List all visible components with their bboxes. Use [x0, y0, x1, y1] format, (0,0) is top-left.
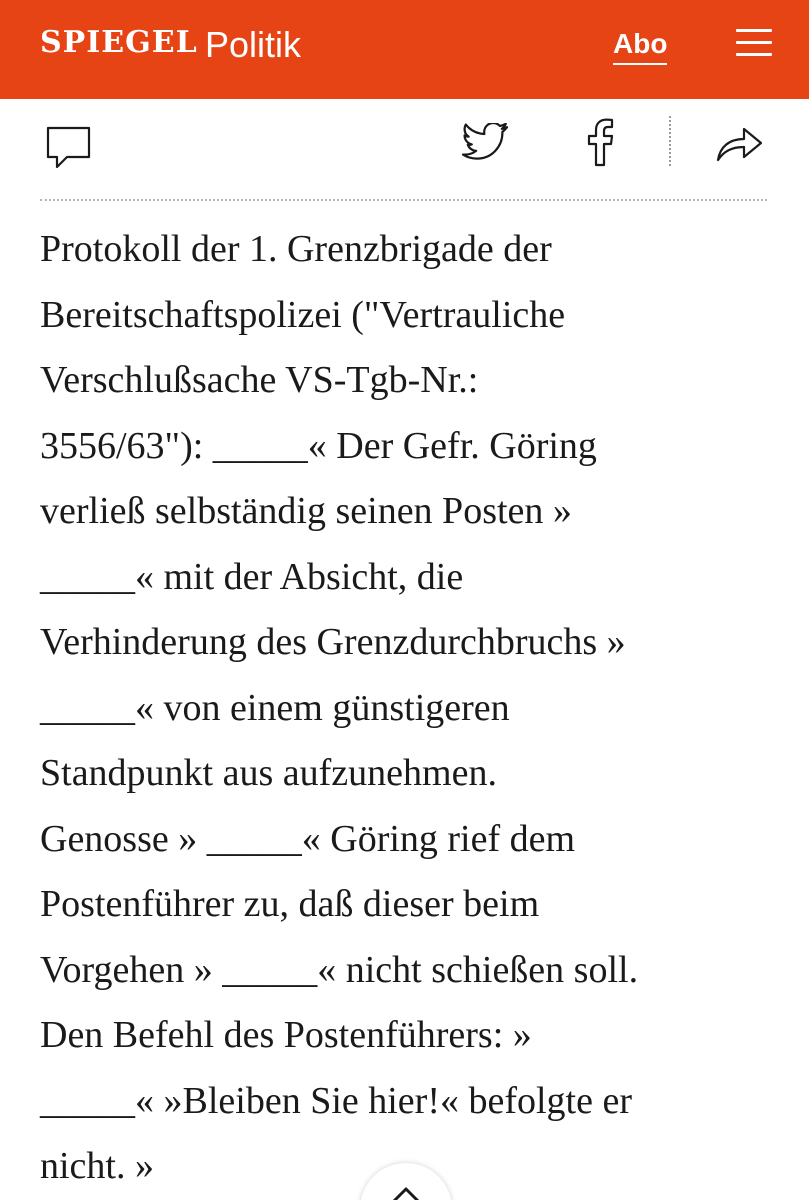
spiegel-logo[interactable]: SPIEGEL [40, 25, 198, 60]
section-title[interactable]: Politik [205, 24, 302, 65]
article-paragraph: Protokoll der 1. Grenzbrigade der Bereitschaftspolizei ("Vertrauliche Verschlußsache VS-Tgb-Nr.: 3556/63"): _____« Der Gefr. Göring verließ selbständig seinen Posten » _____« mit der Absicht, die Verhinderung des Grenzdurchbruchs » _____« von einem günstigeren Standpunkt aus aufzunehmen. Genosse » _____« Göring rief dem Postenführer zu, daß dieser beim Vorgehen » _____« nicht schießen soll. Den Befehl des Postenführers: » _____« »Bleiben Sie hier!« befolgte er nicht. » [40, 228, 639, 1187]
top-navigation-bar [0, 0, 809, 99]
facebook-icon[interactable] [585, 117, 615, 167]
section-divider [40, 199, 767, 201]
twitter-icon[interactable] [460, 123, 510, 163]
abo-link[interactable]: Abo [613, 28, 667, 65]
share-toolbar [0, 99, 809, 201]
hamburger-menu-icon[interactable] [736, 29, 772, 57]
chevron-up-icon [390, 1185, 422, 1200]
share-icon[interactable] [716, 123, 764, 163]
comment-icon[interactable] [46, 126, 92, 170]
toolbar-divider [669, 116, 671, 166]
